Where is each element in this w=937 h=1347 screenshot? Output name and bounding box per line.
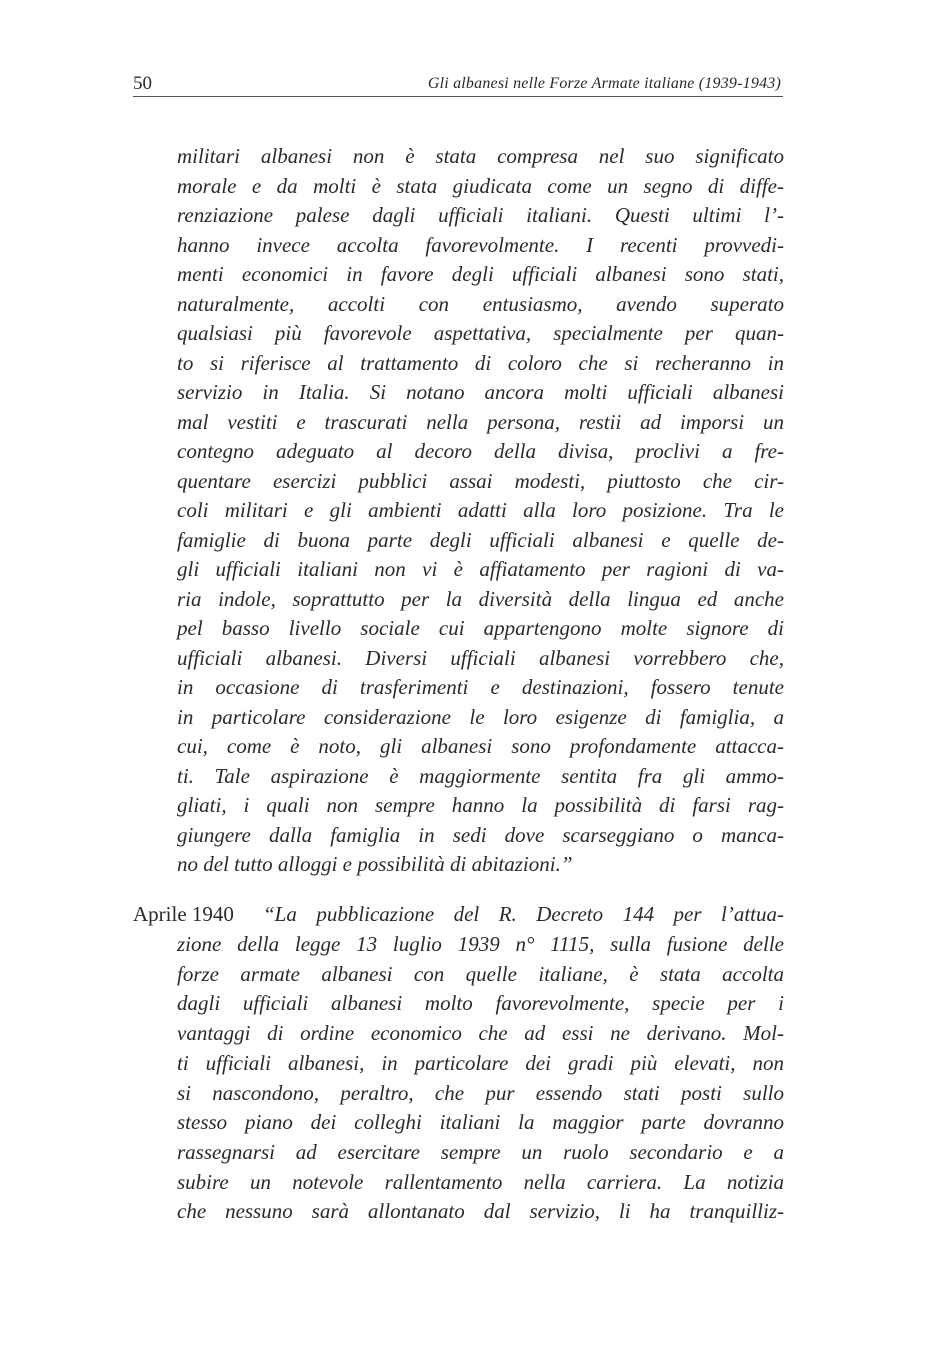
text-line: morale e da molti è stata giudicata come un segno di diffe- xyxy=(177,173,784,198)
text-line: cui, come è noto, gli albanesi sono profondamente attacca- xyxy=(177,734,784,758)
running-title: Gli albanesi nelle Forze Armate italiane (1939-1943) xyxy=(427,75,781,92)
text-line: che nessuno sarà allontanato dal servizio, li ha tranquilliz- xyxy=(177,1199,784,1224)
text-line: zione della legge 13 luglio 1939 n° 1115, sulla fusione delle xyxy=(177,932,784,956)
text-line-first: “La pubblicazione del R. Decreto 144 per l’attua- xyxy=(263,902,784,926)
text-line: stesso piano dei colleghi italiani la maggior parte dovranno xyxy=(177,1110,784,1135)
text-line: ufficiali albanesi. Diversi ufficiali albanesi vorrebbero che, xyxy=(177,645,784,670)
text-line: quentare esercizi pubblici assai modesti, piuttosto che cir- xyxy=(177,468,784,493)
text-line: menti economici in favore degli ufficiali albanesi sono stati, xyxy=(177,262,784,286)
text-line: ti. Tale aspirazione è maggiormente sentita fra gli ammo- xyxy=(177,763,784,788)
text-line: vantaggi di ordine economico che ad essi ne derivano. Mol- xyxy=(177,1021,784,1046)
text-line: qualsiasi più favorevole aspettativa, specialmente per quan- xyxy=(177,321,784,345)
text-line: in occasione di trasferimenti e destinazioni, fossero tenute xyxy=(177,675,784,699)
text-line-last: no del tutto alloggi e possibilità di abitazioni.” xyxy=(177,852,573,876)
entry-date: Aprile 1940 xyxy=(133,902,234,926)
text-line: subire un notevole rallentamento nella carriera. La notizia xyxy=(177,1169,784,1194)
text-line: forze armate albanesi con quelle italiane, è stata accolta xyxy=(177,961,784,986)
text-line: naturalmente, accolti con entusiasmo, avendo superato xyxy=(177,291,784,316)
running-header xyxy=(133,72,783,97)
text-line: militari albanesi non è stata compresa nel suo significato xyxy=(177,144,784,168)
text-line: renziazione palese dagli ufficiali italiani. Questi ultimi l’- xyxy=(177,203,784,227)
text-line: mal vestiti e trascurati nella persona, restii ad imporsi un xyxy=(177,409,784,434)
text-line: ria indole, soprattutto per la diversità della lingua ed anche xyxy=(177,586,784,611)
text-line: dagli ufficiali albanesi molto favorevolmente, specie per i xyxy=(177,991,784,1016)
page-number: 50 xyxy=(133,73,152,94)
text-line: gliati, i quali non sempre hanno la possibilità di farsi rag- xyxy=(177,793,784,817)
text-line: contegno adeguato al decoro della divisa, proclivi a fre- xyxy=(177,439,784,463)
text-line: ti ufficiali albanesi, in particolare dei gradi più elevati, non xyxy=(177,1050,784,1075)
text-line: si nascondono, peraltro, che pur essendo stati posti sullo xyxy=(177,1080,784,1105)
text-line: pel basso livello sociale cui appartengono molte signore di xyxy=(177,616,784,640)
text-line: servizio in Italia. Si notano ancora molti ufficiali albanesi xyxy=(177,380,784,404)
text-line: hanno invece accolta favorevolmente. I recenti provvedi- xyxy=(177,232,784,257)
text-line: giungere dalla famiglia in sedi dove scarseggiano o manca- xyxy=(177,822,784,847)
text-line: to si riferisce al trattamento di coloro che si recheranno in xyxy=(177,350,784,375)
text-line: rassegnarsi ad esercitare sempre un ruolo secondario e a xyxy=(177,1139,784,1164)
text-line: coli militari e gli ambienti adatti alla loro posizione. Tra le xyxy=(177,498,784,522)
text-line: gli ufficiali italiani non vi è affiatamento per ragioni di va- xyxy=(177,557,784,581)
text-line: famiglie di buona parte degli ufficiali albanesi e quelle de- xyxy=(177,527,784,552)
text-line: in particolare considerazione le loro esigenze di famiglia, a xyxy=(177,704,784,729)
